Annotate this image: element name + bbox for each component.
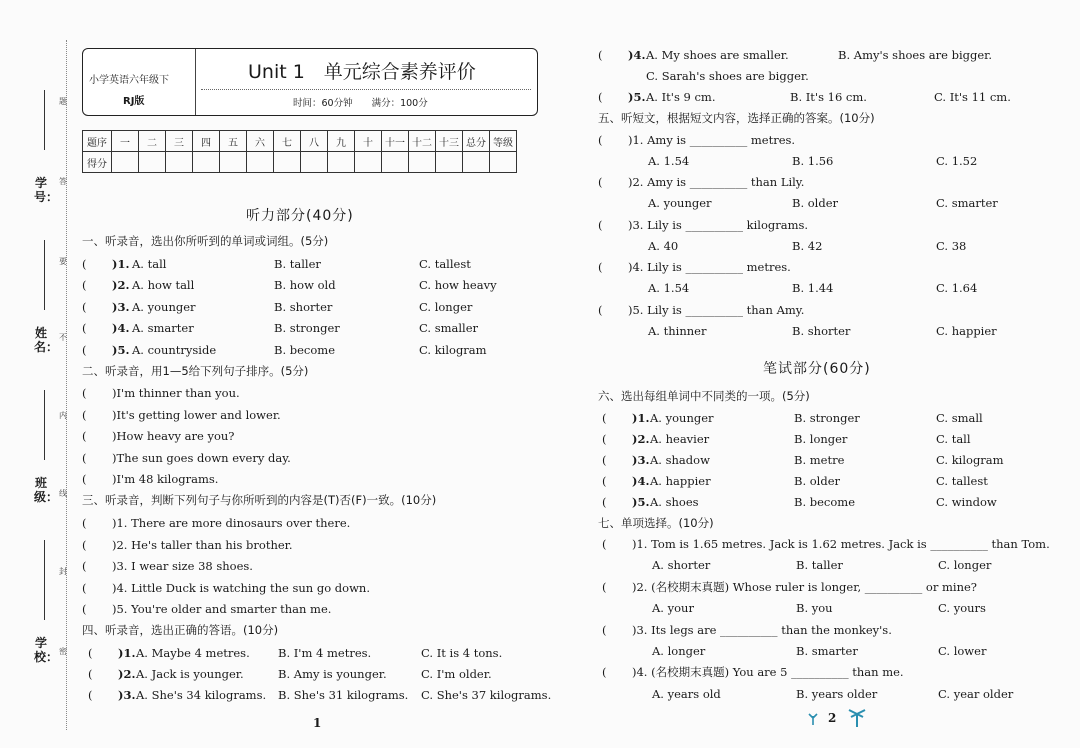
option-a[interactable]: A. smarter <box>132 321 194 335</box>
sentence-text: )The sun goes down every day. <box>112 451 291 465</box>
option-c[interactable]: C. 1.52 <box>936 154 978 168</box>
score-input-cell[interactable] <box>409 152 436 173</box>
palm-tree-icon <box>846 706 868 732</box>
section-7-question: ( )1. Tom is 1.65 metres. Jack is 1.62 metres. Jack is __________ than Tom. <box>602 537 1050 551</box>
seal-char: 内 <box>59 411 67 420</box>
section-7-question: ( )3. Its legs are __________ than the monkey's. <box>602 623 892 637</box>
item-number: )1. <box>118 646 136 660</box>
option-b[interactable]: B. taller <box>796 558 843 572</box>
option-b[interactable]: B. stronger <box>794 411 860 425</box>
item-number: )2. <box>632 432 650 446</box>
page-number-1: 1 <box>313 716 322 730</box>
seal-char: 密 <box>59 647 67 656</box>
option-c[interactable]: C. It's 11 cm. <box>934 90 1011 104</box>
item-number: )4. <box>632 474 650 488</box>
section-6-item: ( )2. A. heavier B. longer C. tall <box>602 432 971 446</box>
option-a[interactable]: A. She's 34 kilograms. <box>136 688 267 702</box>
seal-char: 要 <box>59 257 67 266</box>
id-line <box>44 90 45 150</box>
option-a[interactable]: A. countryside <box>132 343 217 357</box>
option-b[interactable]: B. become <box>274 343 336 357</box>
option-c[interactable]: C. She's 37 kilograms. <box>421 688 552 702</box>
option-c[interactable]: C. 38 <box>936 239 967 253</box>
section-4-item: ( )2. A. Jack is younger. B. Amy is younger. C. I'm older. <box>88 667 492 681</box>
item-number: )3. <box>632 453 650 467</box>
score-table-score-row <box>83 152 517 173</box>
item-number: )5. <box>112 343 130 357</box>
section-5-question: ( )1. Amy is __________ metres. <box>598 133 796 147</box>
option-c[interactable]: C. tallest <box>936 474 988 488</box>
class-line <box>44 390 45 460</box>
score-input-cell[interactable] <box>139 152 166 173</box>
section-2-head: 二、听录音，用1—5给下列句子排序。(5分) <box>82 364 309 378</box>
question-text: )5. Lily is __________ than Amy. <box>628 303 805 317</box>
exam-meta: 时间：60分钟 满分：100分 <box>293 98 428 109</box>
option-a[interactable]: A. It's 9 cm. <box>646 90 716 104</box>
option-a[interactable]: A. 40 <box>648 239 679 253</box>
section-5-head: 五、听短文，根据短文内容，选择正确的答案。(10分) <box>598 111 875 125</box>
option-c[interactable]: C. smaller <box>419 321 479 335</box>
score-input-cell[interactable] <box>247 152 274 173</box>
section-6-item: ( )3. A. shadow B. metre C. kilogram <box>602 453 1004 467</box>
option-a[interactable]: A. Jack is younger. <box>136 667 244 681</box>
section-1-item: ( )4. A. smarter B. stronger C. smaller <box>82 321 479 335</box>
option-b[interactable]: B. stronger <box>274 321 340 335</box>
statement-text: )4. Little Duck is watching the sun go down. <box>112 581 370 595</box>
score-input-cell[interactable] <box>436 152 463 173</box>
section-5-options <box>598 323 1018 339</box>
option-b[interactable]: B. 1.44 <box>792 281 834 295</box>
score-input-cell[interactable] <box>166 152 193 173</box>
section-2-item: ( )I'm thinner than you. <box>82 386 240 400</box>
option-a[interactable]: A. years old <box>652 687 721 701</box>
section-6-item: ( )1. A. younger B. stronger C. small <box>602 411 983 425</box>
section-1-item: ( )3. A. younger B. shorter C. longer <box>82 300 473 314</box>
option-c[interactable]: C. longer <box>419 300 473 314</box>
page-number-2: 2 <box>828 711 837 725</box>
score-cell: 一 <box>112 131 139 152</box>
seal-char: 题 <box>59 97 67 106</box>
score-input-cell[interactable] <box>112 152 139 173</box>
option-c[interactable]: C. kilogram <box>936 453 1004 467</box>
writing-title: 笔试部分(60分) <box>763 361 871 377</box>
section-7-head: 七、单项选择。(10分) <box>598 516 714 530</box>
option-c[interactable]: C. tallest <box>419 257 471 271</box>
section-2-item: ( )It's getting lower and lower. <box>82 408 281 422</box>
sentence-text: )How heavy are you? <box>112 429 235 443</box>
item-number: )4. <box>112 321 130 335</box>
item-number: )3. <box>118 688 136 702</box>
seal-char: 线 <box>59 489 67 498</box>
statement-text: )5. You're older and smarter than me. <box>112 602 332 616</box>
section-7-question: ( )4. (名校期末真题) You are 5 __________ than me. <box>602 665 904 679</box>
score-cell: 十三 <box>436 131 463 152</box>
option-b[interactable]: B. I'm 4 metres. <box>278 646 372 660</box>
side-label-student-id: 学号： <box>34 176 59 204</box>
score-input-cell[interactable] <box>274 152 301 173</box>
section-6-head: 六、选出每组单词中不同类的一项。(5分) <box>598 389 810 403</box>
score-cell: 九 <box>328 131 355 152</box>
section-1-item: ( )5. A. countryside B. become C. kilogram <box>82 343 487 357</box>
section-7-options <box>602 557 1022 573</box>
option-a[interactable]: A. shorter <box>652 558 711 572</box>
option-c[interactable]: C. lower <box>938 644 987 658</box>
school-line <box>44 540 45 620</box>
option-b[interactable]: B. older <box>792 196 839 210</box>
question-text: )2. Amy is __________ than Lily. <box>628 175 805 189</box>
section-7-options <box>602 600 1022 616</box>
option-c[interactable]: C. tall <box>936 432 971 446</box>
score-input-cell[interactable] <box>463 152 490 173</box>
binding-dotted-line <box>66 40 67 730</box>
statement-text: )1. There are more dinosaurs over there. <box>112 516 351 530</box>
section-2-item: ( )The sun goes down every day. <box>82 451 291 465</box>
option-b[interactable]: B. how old <box>274 278 336 292</box>
item-number: )5. <box>632 495 650 509</box>
listening-title: 听力部分(40分) <box>246 208 354 224</box>
score-table-header-row <box>83 131 517 152</box>
option-a[interactable]: A. younger <box>650 411 714 425</box>
section-1-head: 一、听录音，选出你所听到的单词或词组。(5分) <box>82 234 329 248</box>
side-label-name: 姓名： <box>34 326 59 354</box>
score-cell: 二 <box>139 131 166 152</box>
score-cell: 七 <box>274 131 301 152</box>
score-cell: 五 <box>220 131 247 152</box>
score-cell: 三 <box>166 131 193 152</box>
option-a[interactable]: A. happier <box>650 474 711 488</box>
option-b[interactable]: B. shorter <box>274 300 333 314</box>
option-b[interactable]: B. It's 16 cm. <box>790 90 867 104</box>
option-c[interactable]: C. smarter <box>936 196 998 210</box>
section-5-question: ( )2. Amy is __________ than Lily. <box>598 175 805 189</box>
section-5-question: ( )3. Lily is __________ kilograms. <box>598 218 809 232</box>
grade-label: 小学英语六年级下 <box>89 75 169 86</box>
section-5-options <box>598 280 1018 296</box>
section-7-options <box>602 643 1022 659</box>
section-3-item: ( )3. I wear size 38 shoes. <box>82 559 253 573</box>
section-7-question: ( )2. (名校期末真题) Whose ruler is longer, __________ or mine? <box>602 580 977 594</box>
section-5-options <box>598 238 1018 254</box>
sentence-text: )I'm 48 kilograms. <box>112 472 219 486</box>
section-4-item: ( )5. A. It's 9 cm. B. It's 16 cm. C. It's 11 cm. <box>598 90 1011 104</box>
seal-char: 答 <box>59 177 67 186</box>
option-c[interactable]: C. window <box>936 495 997 509</box>
option-a[interactable]: A. heavier <box>650 432 710 446</box>
section-3-item: ( )4. Little Duck is watching the sun go down. <box>82 581 370 595</box>
score-cell: 八 <box>301 131 328 152</box>
sentence-text: )I'm thinner than you. <box>112 386 240 400</box>
option-a[interactable]: A. how tall <box>132 278 195 292</box>
item-number: )4. <box>628 48 646 62</box>
option-b[interactable]: B. Amy's shoes are bigger. <box>838 48 993 62</box>
score-table <box>82 130 517 173</box>
score-input-cell[interactable] <box>355 152 382 173</box>
option-c[interactable]: C. Sarah's shoes are bigger. <box>646 69 809 83</box>
option-a[interactable]: A. shoes <box>650 495 699 509</box>
option-a[interactable]: A. 1.54 <box>648 281 690 295</box>
section-1-item: ( )2. A. how tall B. how old C. how heavy <box>82 278 497 292</box>
section-3-head: 三、听录音，判断下列句子与你所听到的内容是(T)否(F)一致。(10分) <box>82 493 437 507</box>
option-b[interactable]: B. smarter <box>796 644 858 658</box>
section-1-item: ( )1. A. tall B. taller C. tallest <box>82 257 471 271</box>
question-text: )3. Lily is __________ kilograms. <box>628 218 809 232</box>
option-b[interactable]: B. become <box>794 495 856 509</box>
option-a[interactable]: A. thinner <box>648 324 707 338</box>
option-b[interactable]: B. She's 31 kilograms. <box>278 688 409 702</box>
score-cell: 等级 <box>490 131 517 152</box>
score-cell: 题序 <box>83 131 112 152</box>
option-a[interactable]: A. longer <box>652 644 706 658</box>
question-text: )4. (名校期末真题) You are 5 __________ than me. <box>632 665 904 679</box>
section-5-question: ( )4. Lily is __________ metres. <box>598 260 791 274</box>
edition-label: RJ版 <box>123 96 145 107</box>
score-cell: 四 <box>193 131 220 152</box>
item-number: )2. <box>118 667 136 681</box>
score-cell: 六 <box>247 131 274 152</box>
option-c[interactable]: C. happier <box>936 324 997 338</box>
question-text: )1. Tom is 1.65 metres. Jack is 1.62 metres. Jack is __________ than Tom. <box>632 537 1050 551</box>
question-text: )2. (名校期末真题) Whose ruler is longer, __________ or mine? <box>632 580 977 594</box>
section-4-item: ( )4. A. My shoes are smaller. B. Amy's shoes are bigger. <box>598 48 993 62</box>
option-b[interactable]: B. 1.56 <box>792 154 834 168</box>
section-6-item: ( )4. A. happier B. older C. tallest <box>602 474 988 488</box>
option-c[interactable]: C. longer <box>938 558 992 572</box>
section-2-item: ( )I'm 48 kilograms. <box>82 472 219 486</box>
option-c[interactable]: C. yours <box>938 601 986 615</box>
option-b[interactable]: B. years older <box>796 687 878 701</box>
score-input-cell[interactable] <box>490 152 517 173</box>
section-3-item: ( )5. You're older and smarter than me. <box>82 602 332 616</box>
section-4-head: 四、听录音，选出正确的答语。(10分) <box>82 623 279 637</box>
section-4-item: ( )1. A. Maybe 4 metres. B. I'm 4 metres. C. It is 4 tons. <box>88 646 503 660</box>
section-2-item: ( )How heavy are you? <box>82 429 235 443</box>
item-number: )2. <box>112 278 130 292</box>
option-a[interactable]: A. Maybe 4 metres. <box>136 646 250 660</box>
section-5-options <box>598 195 1018 211</box>
score-cell: 十 <box>355 131 382 152</box>
question-text: )1. Amy is __________ metres. <box>628 133 796 147</box>
section-7-options <box>602 686 1022 702</box>
side-label-class: 班级： <box>34 476 59 504</box>
score-cell: 十二 <box>409 131 436 152</box>
sentence-text: )It's getting lower and lower. <box>112 408 281 422</box>
option-a[interactable]: A. tall <box>132 257 167 271</box>
option-b[interactable]: B. older <box>794 474 841 488</box>
item-number: )5. <box>628 90 646 104</box>
statement-text: )2. He's taller than his brother. <box>112 538 293 552</box>
option-a[interactable]: A. younger <box>648 196 712 210</box>
section-5-options <box>598 153 1018 169</box>
option-c-row <box>646 68 846 84</box>
exam-header <box>82 48 538 116</box>
option-b[interactable]: B. taller <box>274 257 321 271</box>
option-b[interactable]: B. you <box>796 601 833 615</box>
section-3-item: ( )1. There are more dinosaurs over there. <box>82 516 351 530</box>
option-b[interactable]: B. shorter <box>792 324 851 338</box>
question-text: )4. Lily is __________ metres. <box>628 260 791 274</box>
item-number: )3. <box>112 300 130 314</box>
option-b[interactable]: B. Amy is younger. <box>278 667 387 681</box>
item-number: )1. <box>632 411 650 425</box>
name-line <box>44 240 45 310</box>
option-c[interactable]: C. kilogram <box>419 343 487 357</box>
exam-title: Unit 1 单元综合素养评价 <box>248 61 476 83</box>
header-divider <box>201 89 531 90</box>
option-b[interactable]: B. longer <box>794 432 848 446</box>
score-cell: 总分 <box>463 131 490 152</box>
side-label-school: 学校： <box>34 636 59 664</box>
score-input-cell[interactable] <box>220 152 247 173</box>
option-a[interactable]: A. your <box>652 601 694 615</box>
statement-text: )3. I wear size 38 shoes. <box>112 559 253 573</box>
option-a[interactable]: A. 1.54 <box>648 154 690 168</box>
score-cell: 十一 <box>382 131 409 152</box>
item-number: )1. <box>112 257 130 271</box>
score-input-cell[interactable] <box>328 152 355 173</box>
option-c[interactable]: C. year older <box>938 687 1014 701</box>
score-label: 得分 <box>83 152 112 173</box>
section-3-item: ( )2. He's taller than his brother. <box>82 538 293 552</box>
score-input-cell[interactable] <box>382 152 409 173</box>
header-left-cell <box>83 49 196 115</box>
option-a[interactable]: A. younger <box>132 300 196 314</box>
score-input-cell[interactable] <box>301 152 328 173</box>
section-5-question: ( )5. Lily is __________ than Amy. <box>598 303 805 317</box>
option-c[interactable]: C. It is 4 tons. <box>421 646 503 660</box>
option-b[interactable]: B. 42 <box>792 239 823 253</box>
section-4-item: ( )3. A. She's 34 kilograms. B. She's 31 kilograms. C. She's 37 kilograms. <box>88 688 552 702</box>
section-6-item: ( )5. A. shoes B. become C. window <box>602 495 997 509</box>
option-a[interactable]: A. My shoes are smaller. <box>646 48 789 62</box>
option-a[interactable]: A. shadow <box>650 453 710 467</box>
tree-icon <box>806 710 820 730</box>
seal-char: 不 <box>59 333 67 342</box>
question-text: )3. Its legs are __________ than the monkey's. <box>632 623 892 637</box>
score-input-cell[interactable] <box>193 152 220 173</box>
seal-char: 封 <box>59 567 67 576</box>
option-c[interactable]: C. I'm older. <box>421 667 492 681</box>
option-c[interactable]: C. small <box>936 411 983 425</box>
option-b[interactable]: B. metre <box>794 453 845 467</box>
option-c[interactable]: C. how heavy <box>419 278 497 292</box>
option-c[interactable]: C. 1.64 <box>936 281 978 295</box>
